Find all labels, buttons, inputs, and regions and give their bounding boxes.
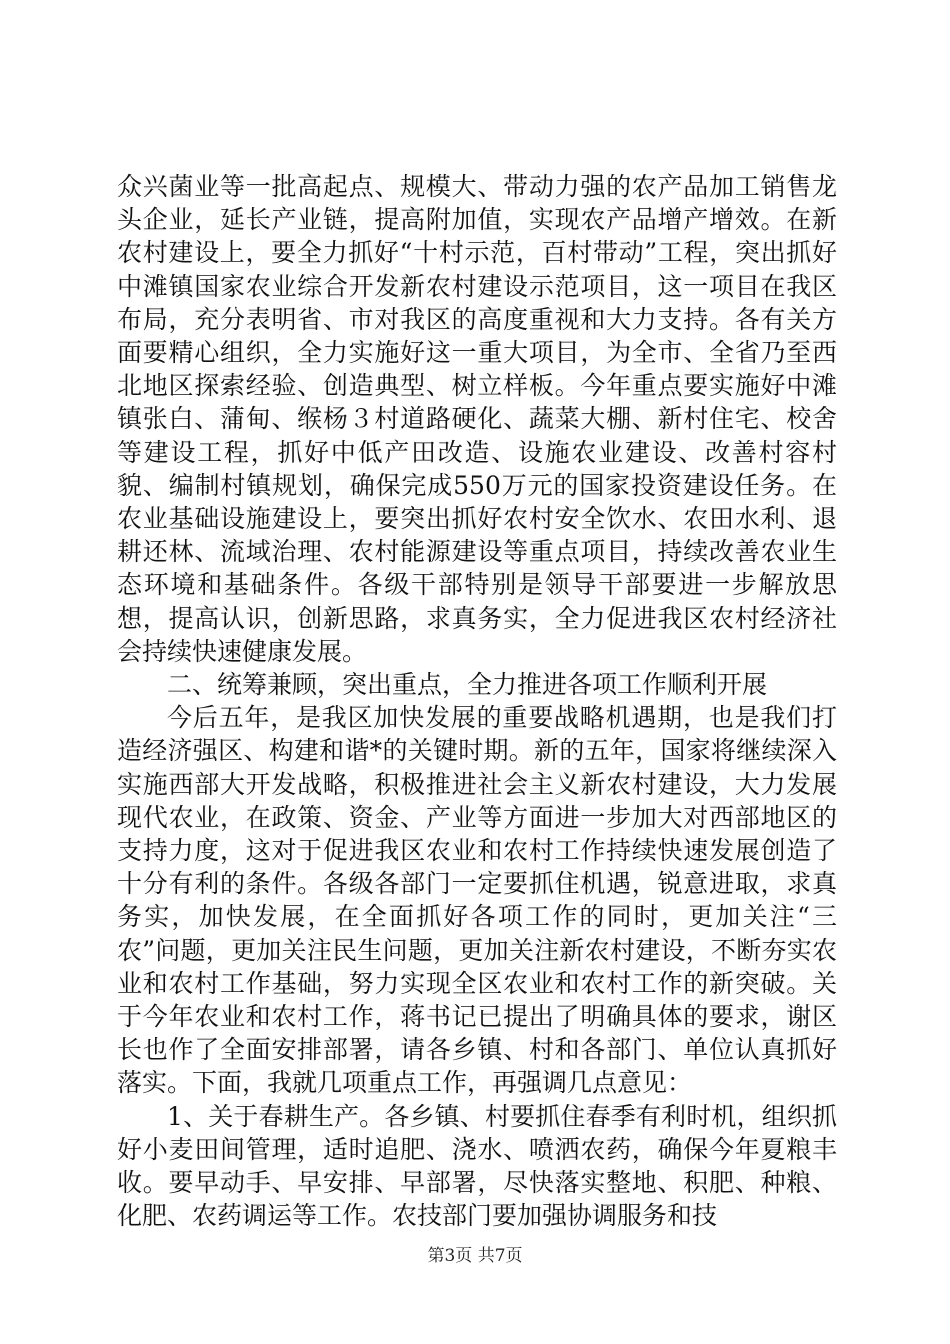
page-footer: 第3页 共7页 [427, 1246, 523, 1266]
paragraph-4: 1、关于春耕生产。各乡镇、村要抓住春季有利时机，组织抓好小麦田间管理，适时追肥、浇水、喷洒农药，确保今年夏粮丰收。要早动手、早安排、早部署，尽快落实整地、积肥、种粮、化肥、农药调运等工作。农技部门要加强协调服务和技 [117, 1101, 837, 1231]
document-body [117, 170, 837, 1233]
paragraph-3: 今后五年，是我区加快发展的重要战略机遇期，也是我们打造经济强区、构建和谐*的关键时期。新的五年，国家将继续深入实施西部大开发战略，积极推进社会主义新农村建设，大力发展现代农业，在政策、资金、产业等方面进一步加大对西部地区的支持力度，这对于促进我区农业和农村工作持续快速发展创造了十分有利的条件。各级各部门一定要抓住机遇，锐意进取，求真务实，加快发展，在全面抓好各项工作的同时，更加关注“三农”问题，更加关注民生问题，更加关注新农村建设，不断夯实农业和农村工作基础，努力实现全区农业和农村工作的新突破。关于今年农业和农村工作，蒋书记已提出了明确具体的要求，谢区长也作了全面安排部署，请各乡镇、村和各部门、单位认真抓好落实。下面，我就几项重点工作，再强调几点意见： [117, 703, 837, 1098]
section-heading-2: 二、统筹兼顾，突出重点，全力推进各项工作顺利开展 [167, 670, 768, 700]
paragraph-1: 众兴菌业等一批高起点、规模大、带动力强的农产品加工销售龙头企业，延长产业链，提高附加值，实现农产品增产增效。在新农村建设上，要全力抓好“十村示范，百村带动”工程，突出抓好中滩镇国家农业综合开发新农村建设示范项目，这一项目在我区布局，充分表明省、市对我区的高度重视和大力支持。各有关方面要精心组织，全力实施好这一重大项目，为全市、全省乃至西北地区探索经验、创造典型、树立样板。今年重点要实施好中滩镇张白、蒲甸、缑杨３村道路硬化、蔬菜大棚、新村住宅、校舍等建设工程，抓好中低产田改造、设施农业建设、改善村容村貌、编制村镇规划，确保完成550万元的国家投资建设任务。在农业基础设施建设上，要突出抓好农村安全饮水、农田水利、退耕还林、流域治理、农村能源建设等重点项目，持续改善农业生态环境和基础条件。各级干部特别是领导干部要进一步解放思想，提高认识，创新思路，求真务实，全力促进我区农村经济社会持续快速健康发展。 [117, 172, 837, 666]
